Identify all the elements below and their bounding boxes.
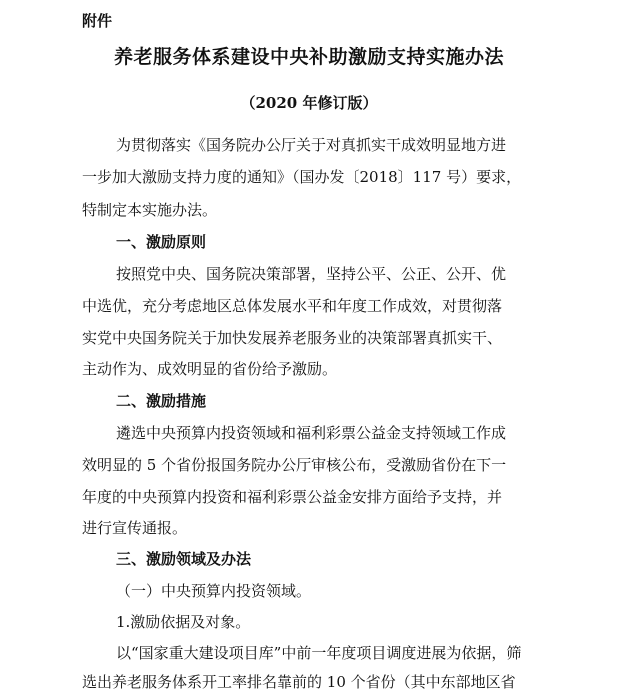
document-subtitle: （2020 年修订版） (240, 94, 378, 112)
body-line: 进行宣传通报。 (82, 519, 188, 537)
section-heading: 二、激励措施 (116, 392, 207, 410)
body-line: 主动作为、成效明显的省份给予激励。 (82, 360, 338, 378)
body-line: 实党中央国务院关于加快发展养老服务业的决策部署真抓实干、 (82, 329, 503, 347)
body-line: 效明显的 5 个省份报国务院办公厅审核公布，受激励省份在下一 (82, 456, 507, 474)
body-line: 选出养老服务体系开工率排名靠前的 10 个省份（其中东部地区省 (82, 673, 516, 691)
section-heading: 一、激励原则 (116, 233, 207, 251)
body-line: 为贯彻落实《国务院办公厅关于对真抓实干成效明显地方进 (116, 136, 507, 154)
body-line: 按照党中央、国务院决策部署，坚持公平、公正、公开、优 (116, 265, 507, 283)
item-heading: 1.激励依据及对象。 (116, 613, 251, 631)
section-heading: 三、激励领域及办法 (116, 550, 252, 568)
subsection-heading: （一）中央预算内投资领域。 (116, 582, 312, 600)
body-line: 年度的中央预算内投资和福利彩票公益金安排方面给予支持，并 (82, 488, 503, 506)
body-line: 一步加大激励支持力度的通知》（国办发〔2018〕117 号）要求， (82, 168, 522, 186)
body-line: 遴选中央预算内投资领域和福利彩票公益金支持领域工作成 (116, 424, 507, 442)
body-line: 特制定本实施办法。 (82, 201, 218, 219)
body-line: 以“国家重大建设项目库”中前一年度项目调度进展为依据，筛 (116, 644, 522, 662)
attachment-label: 附件 (82, 12, 113, 30)
document-title: 养老服务体系建设中央补助激励支持实施办法 (113, 46, 504, 68)
body-line: 中选优，充分考虑地区总体发展水平和年度工作成效，对贯彻落 (82, 297, 503, 315)
